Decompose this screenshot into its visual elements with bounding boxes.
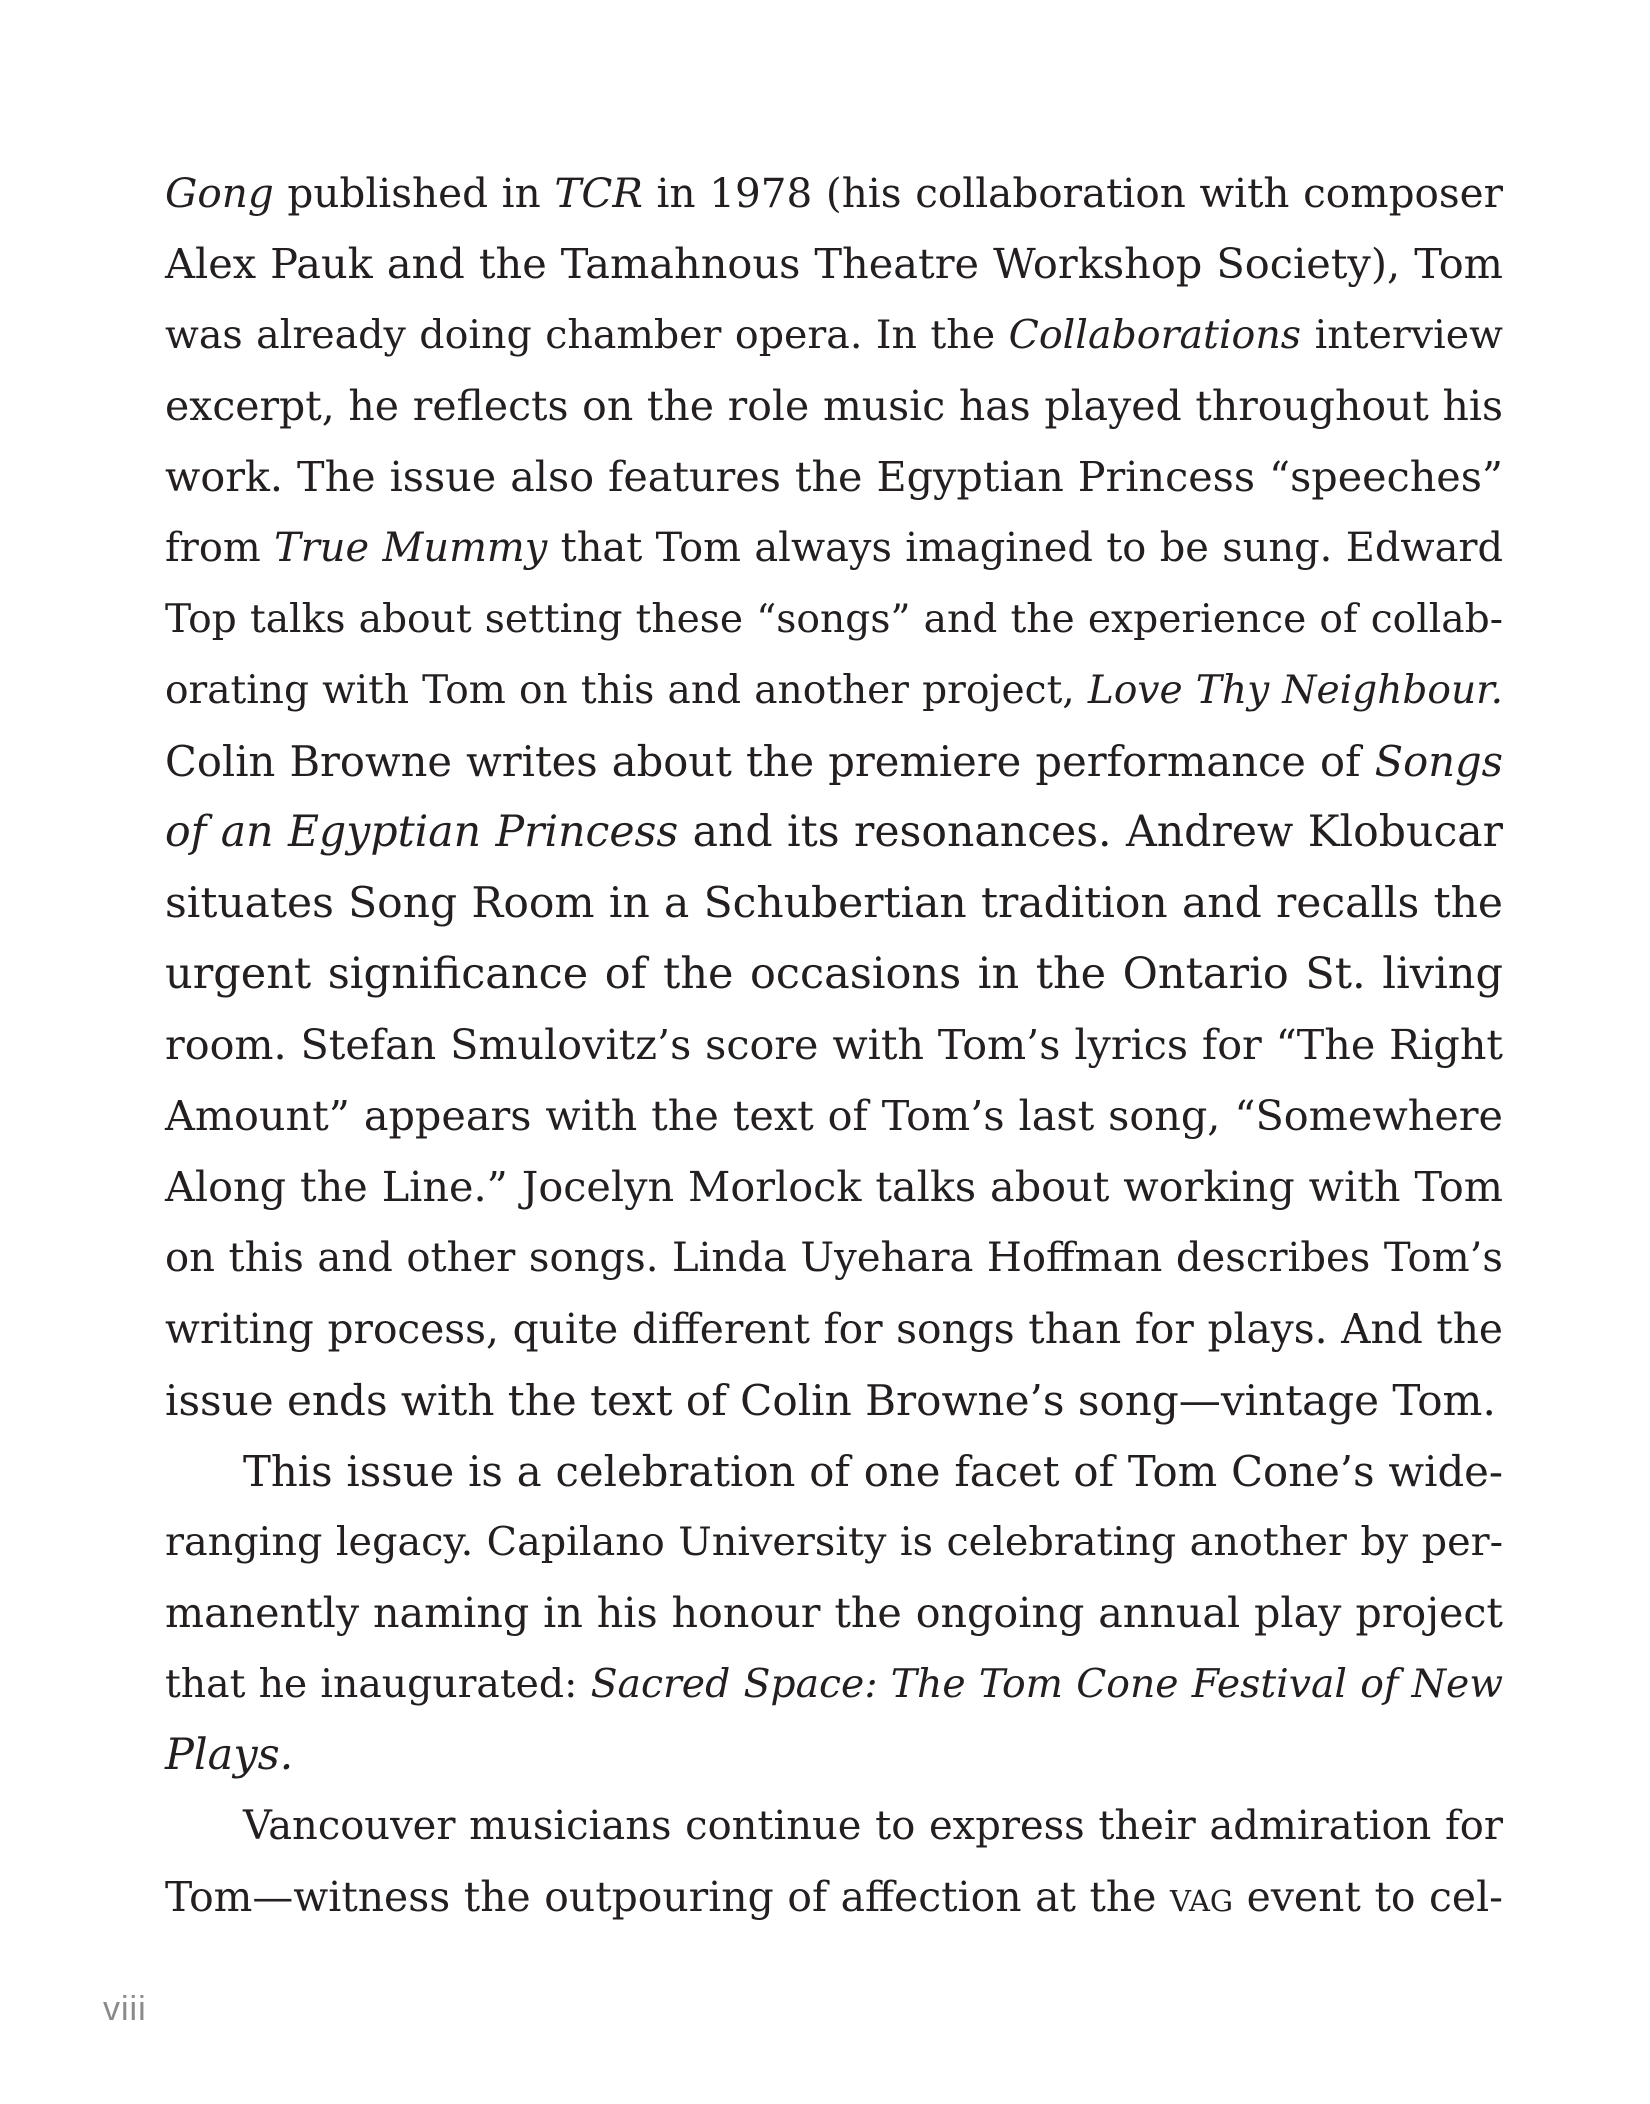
- title-love-thy-neighbour: Love Thy Neighbour.: [1087, 668, 1503, 713]
- text-line: Amount” appears with the text of Tom’s last song, “Somewhere: [165, 1092, 1503, 1140]
- body-text: [165, 158, 1503, 1933]
- page-number: viii: [103, 1990, 147, 2028]
- text-line: Top talks about setting these “songs” and the experience of collab-: [165, 597, 1503, 642]
- text-line: that he inaugurated: Sacred Space: The Tom Cone Festival of New: [165, 1661, 1503, 1707]
- text-line: Along the Line.” Jocelyn Morlock talks about working with Tom: [165, 1163, 1503, 1211]
- title-songs: Songs: [1374, 737, 1503, 786]
- text-line: urgent significance of the occasions in the Ontario St. living: [165, 949, 1503, 999]
- text-line: Vancouver musicians continue to express their admiration for: [243, 1803, 1503, 1849]
- text-line: Gong published in TCR in 1978 (his collaboration with composer: [165, 169, 1504, 217]
- text-line: writing process, quite different for songs than for plays. And the: [165, 1305, 1503, 1353]
- text-line: situates Song Room in a Schubertian tradition and recalls the: [165, 879, 1503, 928]
- title-sacred-space: Sacred Space: The Tom Cone Festival of New: [590, 1661, 1503, 1707]
- text-line: issue ends with the text of Colin Browne’s song—vintage Tom.: [165, 1376, 1496, 1425]
- text-line: [165, 1720, 1503, 1791]
- title-egyptian-princess: of an Egyptian Princess: [165, 807, 679, 857]
- text-line: Alex Pauk and the Tamahnous Theatre Workshop Society), Tom: [165, 240, 1503, 288]
- text-line: Tom—witness the outpouring of affection at the vag event to cel-: [165, 1873, 1503, 1921]
- text-line: excerpt, he reflects on the role music has played throughout his: [165, 382, 1503, 430]
- text-line: orating with Tom on this and another project, Love Thy Neighbour.: [165, 668, 1503, 713]
- acronym-vag: vag: [1169, 1873, 1234, 1921]
- text-line: room. Stefan Smulovitz’s score with Tom’s lyrics for “The Right: [165, 1021, 1503, 1069]
- text-line: This issue is a celebration of one facet of Tom Cone’s wide-: [243, 1447, 1503, 1496]
- text-line: from True Mummy that Tom always imagined to be sung. Edward: [165, 525, 1503, 571]
- text-line: of an Egyptian Princess and its resonances. Andrew Klobucar: [165, 807, 1503, 857]
- title-true-mummy: True Mummy: [274, 525, 548, 571]
- text-line: on this and other songs. Linda Uyehara Hoffman describes Tom’s: [165, 1235, 1503, 1281]
- text-line: Colin Browne writes about the premiere performance of Songs: [165, 737, 1503, 786]
- title-collaborations: Collaborations: [1008, 312, 1302, 358]
- title-gong: Gong: [165, 169, 274, 217]
- text-line: was already doing chamber opera. In the Collaborations interview: [165, 312, 1503, 358]
- title-sacred-space-end: Plays.: [165, 1730, 294, 1780]
- text-line: work. The issue also features the Egyptian Princess “speeches”: [165, 453, 1503, 501]
- text-line: manently naming in his honour the ongoing annual play project: [165, 1589, 1503, 1637]
- text-line: ranging legacy. Capilano University is celebrating another by per-: [165, 1519, 1503, 1565]
- title-tcr: TCR: [554, 169, 643, 217]
